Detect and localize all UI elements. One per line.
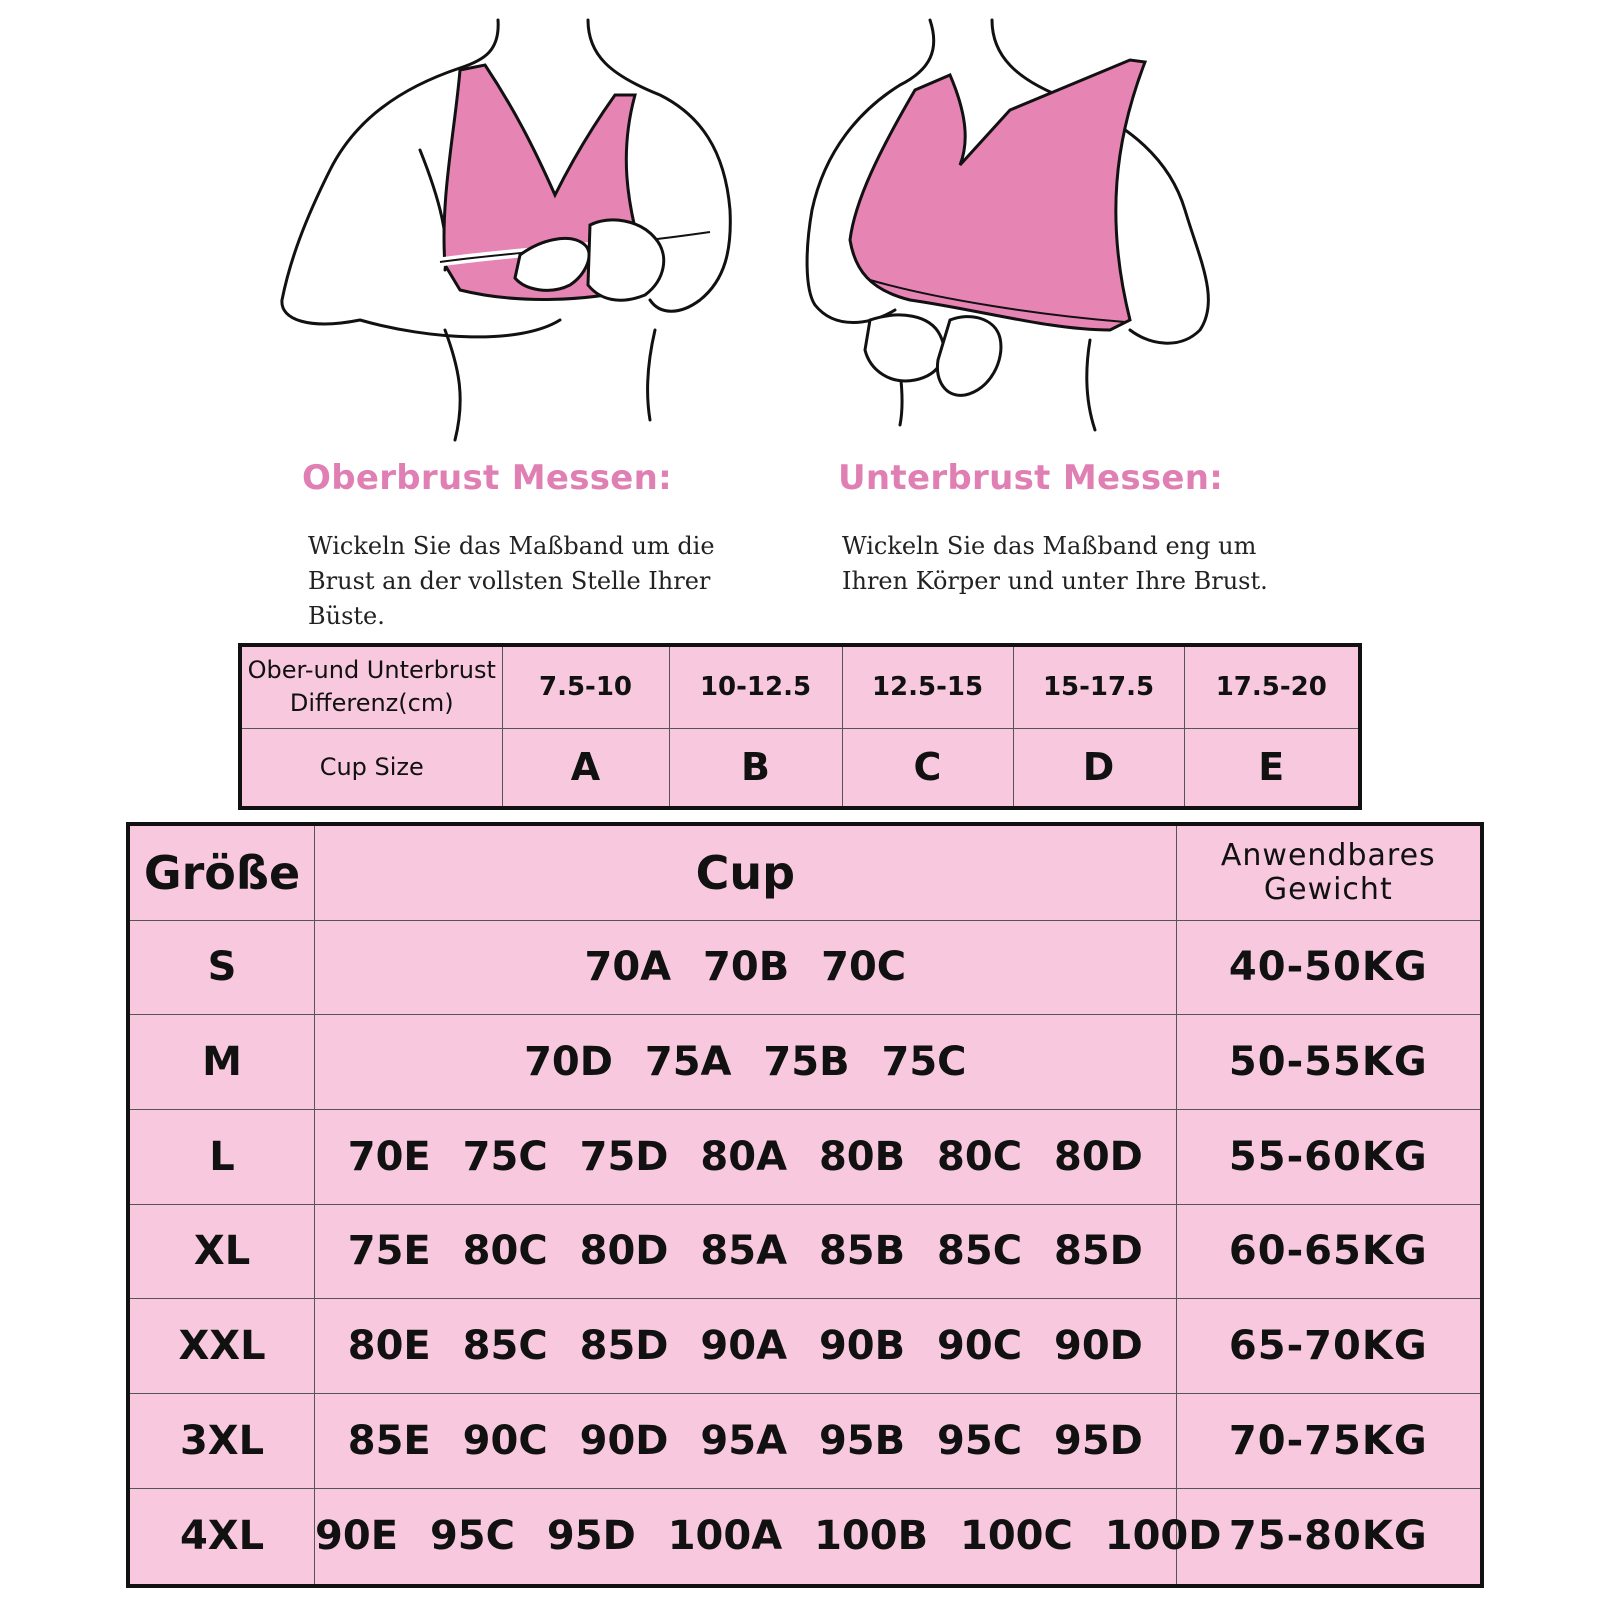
measuring-under-bust-illustration xyxy=(800,0,1300,460)
table-header-row xyxy=(128,824,1482,920)
range-cell: 17.5-20 xyxy=(1184,645,1360,728)
table-row xyxy=(128,1015,1482,1110)
size-cell: XXL xyxy=(128,1299,315,1394)
cups-cell: 90E 95C 95D 100A 100B 100C 100D xyxy=(315,1488,1177,1586)
cups-cell: 70E 75C 75D 80A 80B 80C 80D xyxy=(315,1109,1177,1204)
size-chart-table xyxy=(126,822,1484,1588)
table-row xyxy=(240,645,1360,728)
range-cell: 15-17.5 xyxy=(1013,645,1184,728)
weight-cell: 40-50KG xyxy=(1176,920,1482,1015)
table-row xyxy=(128,1394,1482,1489)
cups-cell: 80E 85C 85D 90A 90B 90C 90D xyxy=(315,1299,1177,1394)
cups-cell: 70A 70B 70C xyxy=(315,920,1177,1015)
range-cell: 7.5-10 xyxy=(502,645,669,728)
table-row xyxy=(128,1204,1482,1299)
weight-column-header: Anwendbares Gewicht xyxy=(1176,824,1482,920)
size-cell: S xyxy=(128,920,315,1015)
table-row xyxy=(128,1109,1482,1204)
under-bust-title: Unterbrust Messen: xyxy=(838,458,1224,498)
size-cell: 4XL xyxy=(128,1488,315,1586)
under-bust-icon xyxy=(800,0,1300,460)
weight-cell: 75-80KG xyxy=(1176,1488,1482,1586)
size-column-header: Größe xyxy=(128,824,315,920)
range-cell: 12.5-15 xyxy=(842,645,1013,728)
table-row xyxy=(128,1488,1482,1586)
under-bust-instructions: Wickeln Sie das Maßband eng um Ihren Körper und unter Ihre Brust. xyxy=(842,532,1268,595)
cup-column-header: Cup xyxy=(315,824,1177,920)
weight-cell: 60-65KG xyxy=(1176,1204,1482,1299)
weight-cell: 55-60KG xyxy=(1176,1109,1482,1204)
cup-letter-cell: E xyxy=(1184,728,1360,808)
cups-cell: 85E 90C 90D 95A 95B 95C 95D xyxy=(315,1394,1177,1489)
upper-bust-instructions: Wickeln Sie das Maßband um die Brust an der vollsten Stelle Ihrer Büste. xyxy=(308,532,715,630)
range-cell: 10-12.5 xyxy=(669,645,842,728)
size-cell: XL xyxy=(128,1204,315,1299)
upper-bust-title: Oberbrust Messen: xyxy=(302,458,673,498)
difference-header-cell: Ober-und Unterbrust Differenz(cm) xyxy=(240,645,502,728)
cup-letter-cell: D xyxy=(1013,728,1184,808)
upper-bust-icon xyxy=(270,0,770,460)
table-row xyxy=(128,920,1482,1015)
size-cell: M xyxy=(128,1015,315,1110)
weight-cell: 70-75KG xyxy=(1176,1394,1482,1489)
cup-size-header-cell: Cup Size xyxy=(240,728,502,808)
cup-letter-cell: B xyxy=(669,728,842,808)
table-row xyxy=(240,728,1360,808)
measuring-upper-bust-illustration xyxy=(270,0,770,460)
cup-letter-cell: C xyxy=(842,728,1013,808)
cups-cell: 70D 75A 75B 75C xyxy=(315,1015,1177,1110)
weight-cell: 50-55KG xyxy=(1176,1015,1482,1110)
cup-difference-table xyxy=(238,643,1362,810)
cup-letter-cell: A xyxy=(502,728,669,808)
cups-cell: 75E 80C 80D 85A 85B 85C 85D xyxy=(315,1204,1177,1299)
size-cell: L xyxy=(128,1109,315,1204)
size-cell: 3XL xyxy=(128,1394,315,1489)
weight-cell: 65-70KG xyxy=(1176,1299,1482,1394)
table-row xyxy=(128,1299,1482,1394)
